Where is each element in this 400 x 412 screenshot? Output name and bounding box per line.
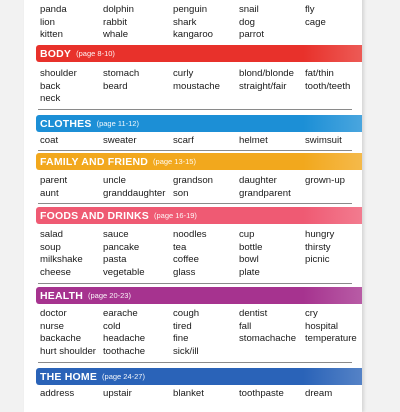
word-column xyxy=(305,135,342,148)
word-column xyxy=(305,308,357,346)
section-title: HEALTH xyxy=(40,289,84,302)
section-header xyxy=(36,153,362,170)
word-column xyxy=(173,388,204,401)
word: cold xyxy=(103,320,121,332)
word-column xyxy=(239,4,264,42)
word-column xyxy=(239,68,294,93)
word: rabbit xyxy=(103,16,127,28)
word: blond/blonde xyxy=(239,68,294,79)
word: fat/thin xyxy=(305,68,334,79)
section-title: FAMILY AND FRIEND xyxy=(40,155,149,168)
section-pages: (page 8-10) xyxy=(76,49,115,58)
word: hurt shoulder xyxy=(40,345,96,357)
word: aunt xyxy=(40,187,59,199)
word: daughter xyxy=(239,175,277,186)
section-title: THE HOME xyxy=(40,370,98,383)
word-column xyxy=(40,135,58,148)
word: backache xyxy=(40,333,82,345)
word: grandparent xyxy=(239,187,291,199)
section-pages: (page 24-27) xyxy=(102,372,145,381)
word: whale xyxy=(103,29,129,41)
word: penguin xyxy=(173,4,208,15)
word: soup xyxy=(40,241,61,253)
word: kangaroo xyxy=(173,29,214,41)
word-column xyxy=(103,175,165,200)
word: temperature xyxy=(305,333,357,345)
word-column xyxy=(103,4,134,42)
word: stomach xyxy=(103,68,140,79)
word: sweater xyxy=(103,135,137,146)
word: toothpaste xyxy=(239,388,284,399)
section-header xyxy=(36,115,362,132)
word: uncle xyxy=(103,175,126,186)
section-title: BODY xyxy=(40,47,72,60)
word-column xyxy=(173,308,199,358)
word-column xyxy=(239,388,284,401)
section-title: CLOTHES xyxy=(40,117,92,130)
word: picnic xyxy=(305,254,330,266)
section-pages: (page 20-23) xyxy=(88,291,131,300)
section-pages: (page 13-15) xyxy=(153,157,196,166)
word-column xyxy=(239,308,296,346)
word: parrot xyxy=(239,29,265,41)
word: lion xyxy=(40,16,55,28)
section-header xyxy=(36,45,362,62)
word-column xyxy=(239,229,262,279)
word: fall xyxy=(239,320,252,332)
word-column xyxy=(173,175,213,200)
word: snail xyxy=(239,4,259,15)
word: thirsty xyxy=(305,241,331,253)
word: cough xyxy=(173,308,200,319)
word: back xyxy=(40,80,61,92)
word: tooth/teeth xyxy=(305,80,351,92)
section-title: FOODS AND DRINKS xyxy=(40,209,149,222)
word: plate xyxy=(239,266,260,278)
word: granddaughter xyxy=(103,187,166,199)
word-column xyxy=(173,135,194,148)
word-column xyxy=(103,388,132,401)
word: straight/fair xyxy=(239,80,287,92)
word-column xyxy=(103,68,139,93)
word-column xyxy=(40,308,96,358)
word-column xyxy=(103,135,137,148)
word: nurse xyxy=(40,320,64,332)
divider xyxy=(38,362,352,363)
word: swimsuit xyxy=(305,135,342,146)
word: hungry xyxy=(305,229,335,240)
word-column xyxy=(103,308,145,358)
word: tired xyxy=(173,320,192,332)
word: doctor xyxy=(40,308,67,319)
word: shark xyxy=(173,16,197,28)
word: cheese xyxy=(40,266,71,278)
word-column xyxy=(305,229,334,267)
word: address xyxy=(40,388,75,399)
divider xyxy=(38,109,352,110)
word: curly xyxy=(173,68,194,79)
word: fly xyxy=(305,4,315,15)
word: grandson xyxy=(173,175,214,186)
word: dog xyxy=(239,16,256,28)
word-column xyxy=(305,388,332,401)
word: grown-up xyxy=(305,175,345,186)
word: salad xyxy=(40,229,63,240)
word-column xyxy=(239,175,291,200)
word-column xyxy=(305,68,350,93)
word: shoulder xyxy=(40,68,77,79)
word: neck xyxy=(40,93,61,105)
divider xyxy=(38,150,352,151)
word: tea xyxy=(173,241,187,253)
word: coffee xyxy=(173,254,199,266)
word: sick/ill xyxy=(173,345,199,357)
word-column xyxy=(173,4,213,42)
word-column xyxy=(40,68,77,106)
word-column xyxy=(40,388,74,401)
word: coat xyxy=(40,135,59,146)
word-column xyxy=(40,175,67,200)
section-pages: (page 11-12) xyxy=(96,119,139,128)
word-column xyxy=(103,229,145,279)
word: fine xyxy=(173,333,189,345)
word: sauce xyxy=(103,229,129,240)
word: beard xyxy=(103,80,128,92)
word-column xyxy=(305,175,345,188)
word: dolphin xyxy=(103,4,134,15)
word: milkshake xyxy=(40,254,83,266)
word: cage xyxy=(305,16,326,28)
word: kitten xyxy=(40,29,63,41)
word-column xyxy=(40,4,67,42)
word: scarf xyxy=(173,135,194,146)
vocabulary-page xyxy=(24,0,362,412)
word: dentist xyxy=(239,308,268,319)
word: upstair xyxy=(103,388,132,399)
word-column xyxy=(173,229,207,279)
word: panda xyxy=(40,4,67,15)
word-column xyxy=(305,4,326,29)
word: bowl xyxy=(239,254,259,266)
word: helmet xyxy=(239,135,268,146)
word: bottle xyxy=(239,241,263,253)
word: dream xyxy=(305,388,333,399)
section-header xyxy=(36,287,362,304)
word: moustache xyxy=(173,80,220,92)
word: stomachache xyxy=(239,333,297,345)
divider xyxy=(38,203,352,204)
word-column xyxy=(239,135,268,148)
word: vegetable xyxy=(103,266,145,278)
word-column xyxy=(173,68,220,93)
word: headache xyxy=(103,333,146,345)
section-header xyxy=(36,207,362,224)
word: hospital xyxy=(305,320,339,332)
word: blanket xyxy=(173,388,204,399)
section-pages: (page 16-19) xyxy=(153,211,197,220)
divider xyxy=(38,283,352,284)
word: cry xyxy=(305,308,318,319)
word: cup xyxy=(239,229,255,240)
word: parent xyxy=(40,175,68,186)
word: pancake xyxy=(103,241,140,253)
word: toothache xyxy=(103,345,146,357)
word: glass xyxy=(173,266,196,278)
word: pasta xyxy=(103,254,127,266)
section-header xyxy=(36,368,362,385)
word: noodles xyxy=(173,229,207,240)
word-column xyxy=(40,229,83,279)
word: earache xyxy=(103,308,138,319)
word: son xyxy=(173,187,189,199)
